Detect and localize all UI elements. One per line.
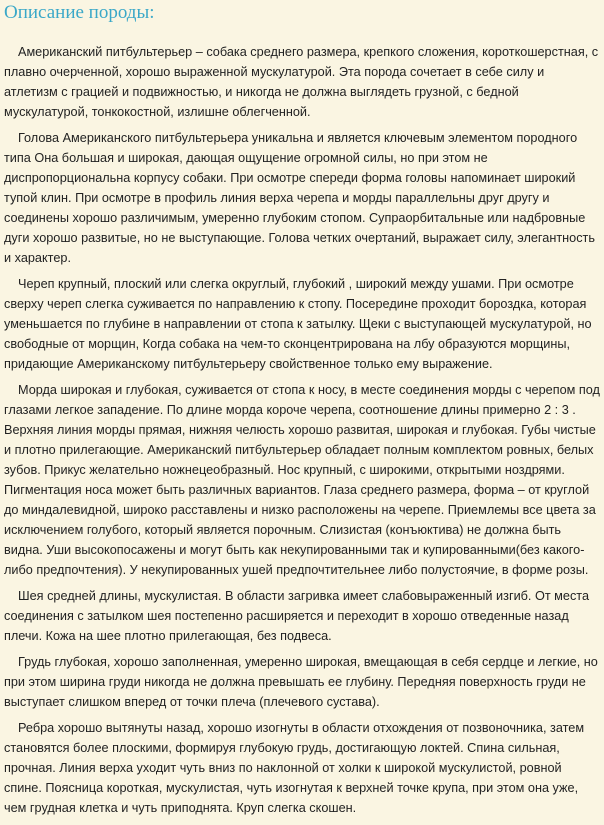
paragraph-ribs-back: Ребра хорошо вытянуты назад, хорошо изогнуты в области отхождения от позвоночника, затем становятся более плоскими, формируя глубокую грудь, достигающую локтей. Спина сильная, прочная. Линия верха уходит чуть вниз по наклонной от холки к широкой мускулистой, ровной спине. Поясница короткая, мускулистая, чуть изогнутая к верхней точке крупа, при этом она уже, чем грудная клетка и чуть приподнята. Круп слегка скошен.	[4, 721, 585, 815]
section-title: Описание породы:	[4, 2, 155, 23]
paragraph-neck: Шея средней длины, мускулистая. В области загривка имеет слабовыраженный изгиб. От места соединения с затылком шея постепенно расширяется и переходит в хорошо отведенные назад плечи. Кожа на шее плотно прилегающая, без подвеса.	[4, 589, 590, 643]
description-body	[4, 42, 600, 818]
paragraph-general: Американский питбультерьер – собака среднего размера, крепкого сложения, короткошерстная, с плавно очерченной, хорошо выраженной мускулатурой. Эта порода сочетает в себе силу и атлетизм с грацией и подвижностью, и никогда не должна выглядеть грузной, с бедной мускулатурой, тонкокостной, излишне облегченной.	[4, 45, 599, 119]
paragraph-chest: Грудь глубокая, хорошо заполненная, умеренно широкая, вмещающая в себя сердце и легкие, но при этом ширина груди никогда не должна превышать ее глубину. Передняя поверхность груди не выступает слишком вперед от точки плеча (плечевого сустава).	[4, 655, 598, 709]
paragraph-muzzle: Морда широкая и глубокая, суживается от стопа к носу, в месте соединения морды с черепом под глазами легкое западение. По длине морда короче черепа, соотношение длины примерно 2 : 3 . Верхняя линия морды прямая, нижняя челюсть хорошо развитая, широкая и глубокая. Губы чистые и плотно прилегающие. Американский питбультерьер обладает полным комплектом ровных, белых зубов. Прикус желательно ножнецеобразный. Нос крупный, с широкими, открытыми ноздрями. Пигментация носа может быть различных вариантов. Глаза среднего размера, форма – от круглой до миндалевидной, широко расставлены и низко расположены на черепе. Приемлемы все цвета за исключением голубого, который является порочным. Слизистая (конъюктива) не должна быть видна. Уши высокопосажены и могут быть как некупированными так и купированными(без какого-либо предпочтения). У некупированных ушей предпочтительнее либо полустоячие, в форме розы.	[4, 383, 600, 577]
paragraph-head: Голова Американского питбультерьера уникальна и является ключевым элементом породного типа Она большая и широкая, дающая ощущение огромной силы, но при этом не диспропорциональна корпусу собаки. При осмотре спереди форма головы напоминает широкий тупой клин. При осмотре в профиль линия верха черепа и морды параллельны друг другу и соединены хорошо различимым, умеренно глубоким стопом. Супраорбитальные или надбровные дуги хорошо развитые, но не выступающие. Голова четких очертаний, выражает силу, элегантность и характер.	[4, 131, 595, 265]
paragraph-skull: Череп крупный, плоский или слегка округлый, глубокий , широкий между ушами. При осмотре сверху череп слегка суживается по направлению к стопу. Посередине проходит бороздка, которая уменьшается по глубине в направлении от стопа к затылку. Щеки с выступающей мускулатурой, но свободные от морщин, Когда собака на чем-то сконцентрирована на лбу образуются морщины, придающие Американскому питбультерьеру свойственное только ему выражение.	[4, 277, 592, 371]
